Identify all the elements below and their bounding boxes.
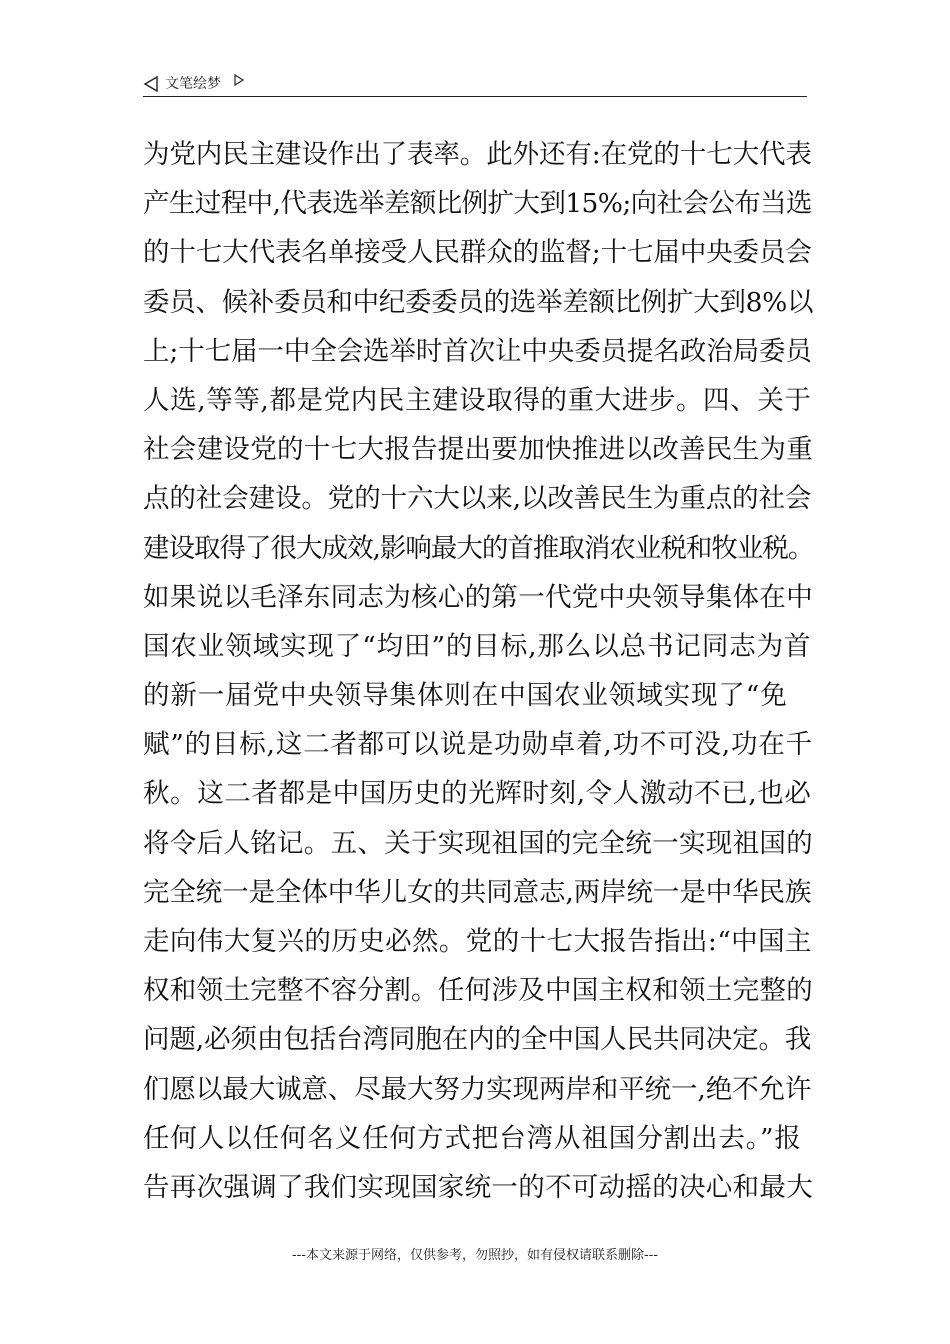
brand-title: 文笔绘梦	[165, 76, 221, 92]
text-line: 将令后人铭记。五、关于实现祖国的完全统一实现祖国的	[143, 827, 813, 859]
text-line: 委员、候补委员和中纪委委员的选举差额比例扩大到8%以	[143, 286, 814, 318]
text-line: 走向伟大复兴的历史必然。党的十七大报告指出:“中国主	[143, 926, 812, 957]
page-header	[143, 72, 807, 97]
disclaimer-footer: ---本文来源于网络，仅供参考，勿照抄，如有侵权请联系删除---	[291, 1248, 659, 1263]
text-line: 赋”的目标,这二者都可以说是功勋卓着,功不可没,功在千	[143, 729, 813, 761]
document-body	[143, 130, 813, 1212]
text-line: 产生过程中,代表选举差额比例扩大到15%;向社会公布当选	[143, 188, 812, 220]
text-line: 问题,必须由包括台湾同胞在内的全中国人民共同决定。我	[143, 1024, 812, 1056]
text-line: 社会建设党的十七大报告提出要加快推进以改善民生为重	[143, 434, 813, 466]
triangle-left-outline-icon	[143, 75, 159, 93]
text-line: 建设取得了很大成效,影响最大的首推取消农业税和牧业税。	[143, 532, 814, 564]
text-line: 任何人以任何名义任何方式把台湾从祖国分割出去。”报	[143, 1122, 802, 1154]
text-line: 秋。这二者都是中国历史的光辉时刻,令人激动不已,也必	[143, 778, 812, 810]
triangle-right-outline-icon	[233, 73, 245, 87]
text-line: 国农业领域实现了“均田”的目标,那么以总书记同志为首	[143, 630, 812, 662]
text-line: 权和领土完整不容分割。任何涉及中国主权和领土完整的	[143, 975, 813, 1007]
text-line: 如果说以毛泽东同志为核心的第一代党中央领导集体在中	[143, 581, 813, 613]
text-line: 人选,等等,都是党内民主建设取得的重大进步。四、关于	[143, 384, 812, 416]
text-line: 点的社会建设。党的十六大以来,以改善民生为重点的社会	[143, 483, 812, 515]
text-line: 告再次强调了我们实现国家统一的不可动摇的决心和最大	[143, 1171, 813, 1203]
text-line: 上;十七届一中全会选举时首次让中央委员提名政治局委员	[143, 335, 812, 367]
text-line: 们愿以最大诚意、尽最大努力实现两岸和平统一,绝不允许	[143, 1073, 812, 1105]
text-line: 的十七大代表名单接受人民群众的监督;十七届中央委员会	[143, 237, 812, 269]
text-line: 完全统一是全体中华儿女的共同意志,两岸统一是中华民族	[143, 876, 812, 908]
text-line: 为党内民主建设作出了表率。此外还有:在党的十七大代表	[143, 139, 812, 170]
text-line: 的新一届党中央领导集体则在中国农业领域实现了“免	[143, 680, 788, 712]
